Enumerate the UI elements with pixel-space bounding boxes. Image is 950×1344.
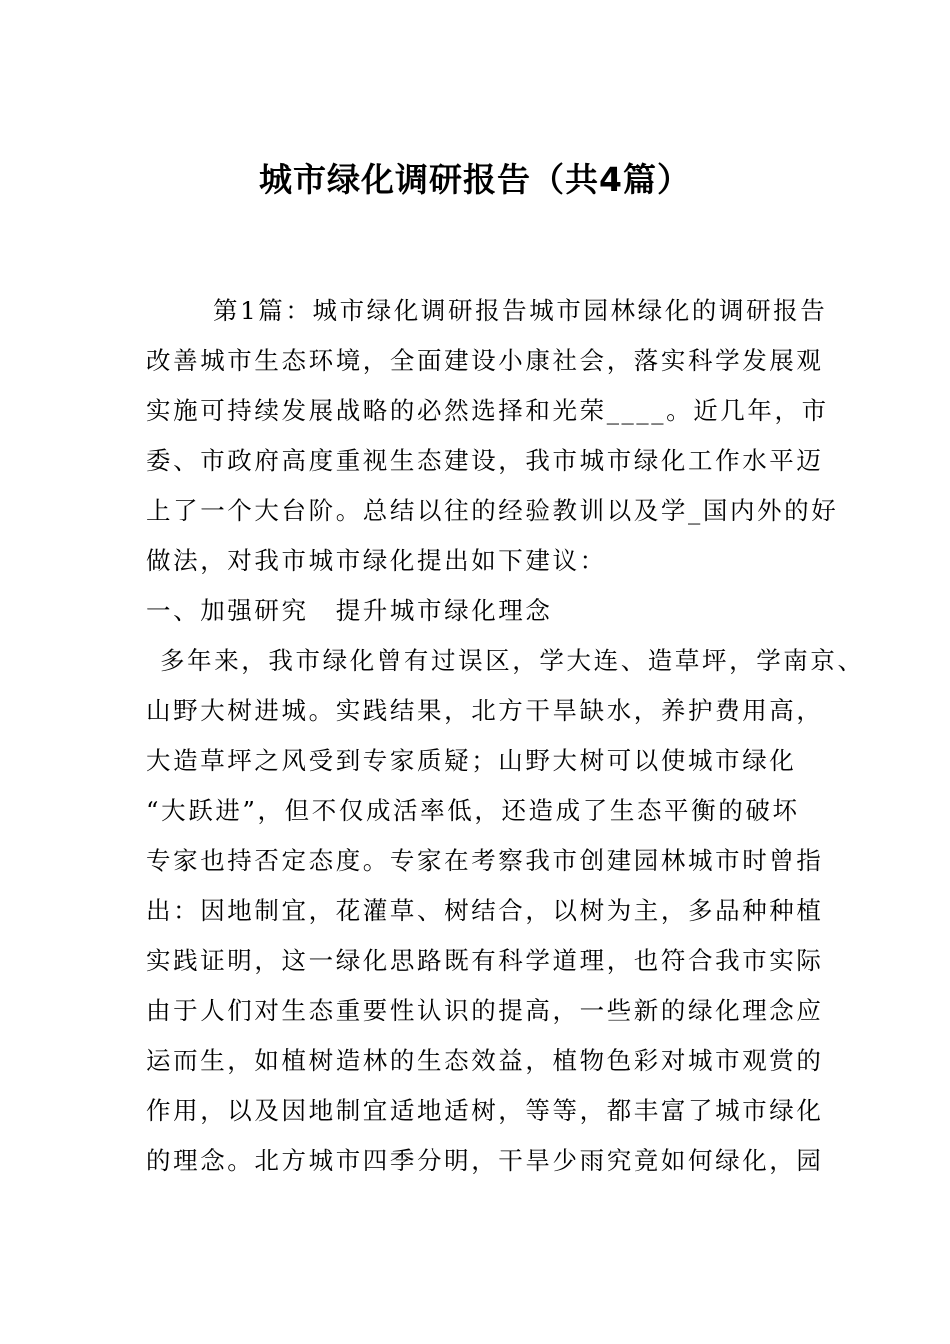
body-line: 由于人们对生态重要性认识的提高，一些新的绿化理念应 [146, 996, 824, 1025]
body-line: 专家也持否定态度。专家在考察我市创建园林城市时曾指 [146, 846, 824, 875]
body-line: 出：因地制宜，花灌草、树结合，以树为主，多品种种植 [146, 896, 824, 925]
body-line: 作用，以及因地制宜适地适树，等等，都丰富了城市绿化 [146, 1096, 824, 1125]
body-line: 山野大树进城。实践结果，北方干旱缺水，养护费用高， [146, 696, 824, 725]
body-line: 第1篇：城市绿化调研报告城市园林绿化的调研报告 [213, 296, 828, 325]
section-heading: 一、加强研究 提升城市绿化理念 [146, 596, 553, 625]
body-line: 做法，对我市城市绿化提出如下建议： [146, 546, 607, 575]
body-line: 大造草坪之风受到专家质疑；山野大树可以使城市绿化 [146, 746, 797, 775]
body-line: 上了一个大台阶。总结以往的经验教训以及学_国内外的好 [146, 496, 839, 525]
body-line: 运而生，如植树造林的生态效益，植物色彩对城市观赏的 [146, 1046, 824, 1075]
document-title: 城市绿化调研报告（共4篇） [259, 160, 691, 199]
body-line: 实践证明，这一绿化思路既有科学道理，也符合我市实际 [146, 946, 824, 975]
body-line: 的理念。北方城市四季分明，干旱少雨究竟如何绿化，园 [146, 1146, 824, 1175]
body-line: 实施可持续发展战略的必然选择和光荣____。近几年，市 [146, 396, 829, 425]
body-line: “大跃进”，但不仅成活率低，还造成了生态平衡的破坏 [146, 796, 800, 825]
body-line: 多年来，我市绿化曾有过误区，学大连、造草坪，学南京、 [160, 646, 865, 675]
body-line: 改善城市生态环境，全面建设小康社会，落实科学发展观 [146, 346, 824, 375]
body-line: 委、市政府高度重视生态建设，我市城市绿化工作水平迈 [146, 446, 824, 475]
